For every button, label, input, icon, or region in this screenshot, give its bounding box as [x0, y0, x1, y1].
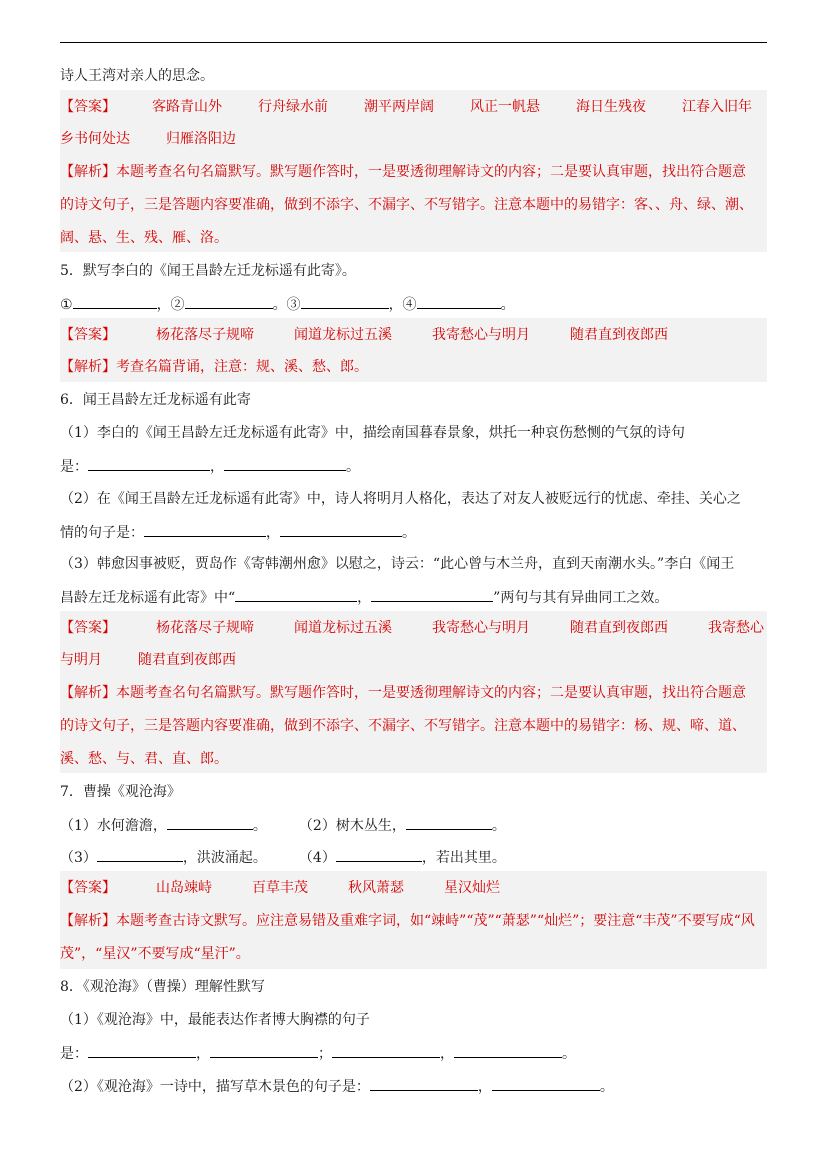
- answer-blank[interactable]: [88, 1043, 196, 1058]
- answer-blank[interactable]: [454, 1043, 562, 1058]
- analysis-tag: 【解析】: [60, 359, 116, 375]
- analysis-line: [60, 911, 767, 931]
- marker: ①: [60, 297, 73, 313]
- answer-line: [60, 97, 767, 117]
- answer-item: 随君直到夜郎西: [138, 652, 236, 668]
- analysis-text: 的诗文句子，三是答题内容要准确，做到不添字、不漏字、不写错字。注意本题中的易错字：杨、规、啼、道、: [60, 718, 746, 734]
- answer-item: 我寄愁心: [708, 620, 764, 636]
- analysis-text: 本题考查古诗文默写。应注意易错及重难字词，如“竦峙”“茂”“萧瑟”“灿烂”；要注意“丰茂”不要写成“风: [116, 913, 755, 929]
- answer-item: 星汉灿烂: [444, 880, 500, 896]
- separator: 。: [599, 1079, 614, 1095]
- question-7-row1: [60, 815, 767, 836]
- answer-line: [60, 325, 767, 345]
- separator: ，: [357, 590, 372, 606]
- answer-item: 闻道龙标过五溪: [294, 327, 392, 343]
- answer-blank[interactable]: [336, 847, 422, 862]
- answer-item: 客路青山外: [152, 99, 222, 115]
- analysis-tag: 【解析】: [60, 685, 116, 701]
- analysis-line: [60, 357, 767, 377]
- analysis-text: 本题考查名句名篇默写。默写题作答时，一是要透彻理解诗文的内容；二是要认真审题，找出符合题意: [116, 685, 746, 701]
- answer-tag: 【答案】: [60, 620, 116, 636]
- answer-blank[interactable]: [224, 456, 346, 471]
- answer-blank[interactable]: [210, 1043, 318, 1058]
- question-6-part2: （2）在《闻王昌龄左迁龙标遥有此寄》中，诗人将明月人格化，表达了对友人被贬远行的忧虑、牵挂、关心之: [60, 491, 741, 507]
- prefix: （1）水何澹澹，: [60, 818, 167, 834]
- answer-blank[interactable]: [371, 587, 493, 602]
- analysis-text: 溪、愁、与、君、直、郎。: [60, 751, 228, 767]
- answer-item: 山岛竦峙: [156, 880, 212, 896]
- question-6-part3-blanks: [60, 587, 767, 608]
- separator: 。③: [272, 297, 301, 313]
- answer-item: 江春入旧年: [682, 99, 752, 115]
- question-8-part1-blanks: [60, 1043, 767, 1064]
- answer-blank[interactable]: [492, 1076, 600, 1091]
- separator: ，: [196, 1046, 210, 1062]
- analysis-text: 本题考查名句名篇默写。默写题作答时，一是要透彻理解诗文的内容；二是要认真审题，找出符合题意: [116, 164, 746, 180]
- analysis-tag: 【解析】: [60, 164, 116, 180]
- answer-item: 百草丰茂: [252, 880, 308, 896]
- question-8-part1: （1）《观沧海》中，最能表达作者博大胸襟的句子: [60, 1012, 370, 1028]
- question-7-title: 7．曹操《观沧海》: [60, 784, 181, 800]
- question-6-part2-blanks: [60, 522, 767, 543]
- question-5-title: 5．默写李白的《闻王昌龄左迁龙标遥有此寄》。: [60, 263, 356, 279]
- prefix: 昌龄左迁龙标遥有此寄》中“: [60, 590, 236, 606]
- answer-blank[interactable]: [185, 294, 273, 309]
- question-6-title: 6．闻王昌龄左迁龙标遥有此寄: [60, 392, 251, 408]
- answer-tag: 【答案】: [60, 880, 116, 896]
- answer-blank[interactable]: [167, 815, 253, 830]
- answer-blank[interactable]: [332, 1043, 440, 1058]
- answer-blank[interactable]: [280, 522, 402, 537]
- answer-item: 乡书何处达: [60, 131, 130, 147]
- prefix: （2）树木丛生，: [298, 818, 406, 834]
- answer-item: 归雁洛阳边: [166, 131, 236, 147]
- answer-blank[interactable]: [417, 294, 501, 309]
- answer-item: 随君直到夜郎西: [570, 620, 668, 636]
- answer-item: 我寄愁心与明月: [432, 620, 530, 636]
- paragraph-intro: 诗人王湾对亲人的思念。: [60, 68, 214, 84]
- question-6-part1-blanks: [60, 456, 767, 477]
- suffix: ，若出其里。: [421, 850, 506, 866]
- analysis-text: 考查名篇背诵，注意：规、溪、愁、郎。: [116, 359, 368, 375]
- separator: 。: [562, 1046, 576, 1062]
- header-rule: [60, 42, 767, 43]
- analysis-text: 阔、悬、生、残、雁、洛。: [60, 230, 228, 246]
- answer-blank[interactable]: [406, 815, 492, 830]
- answer-item: 风正一帆悬: [470, 99, 540, 115]
- answer-item: 海日生残夜: [576, 99, 646, 115]
- answer-blank[interactable]: [88, 456, 210, 471]
- prefix: 是：: [60, 459, 88, 475]
- answer-item: 杨花落尽子规啼: [156, 620, 254, 636]
- separator: 。: [500, 297, 515, 313]
- answer-blank[interactable]: [144, 522, 266, 537]
- prefix: 是：: [60, 1046, 88, 1062]
- answer-item: 随君直到夜郎西: [570, 327, 668, 343]
- answer-item: 我寄愁心与明月: [432, 327, 530, 343]
- answer-blank[interactable]: [301, 294, 389, 309]
- answer-blank[interactable]: [370, 1076, 478, 1091]
- answer-blank[interactable]: [73, 294, 157, 309]
- separator: ，: [266, 525, 280, 541]
- separator: ，: [210, 459, 224, 475]
- answer-blank[interactable]: [97, 847, 183, 862]
- prefix: 情的句子是：: [60, 525, 144, 541]
- analysis-text: 茂”，“星汉”不要写成“星汗”。: [60, 946, 250, 962]
- question-6-part3: （3）韩愈因事被贬，贾岛作《寄韩潮州愈》以慰之，诗云：“此心曾与木兰舟，直到天南潮水头。”李白《闻王: [60, 556, 735, 572]
- question-7-row2: [60, 847, 767, 868]
- analysis-line: [60, 162, 767, 182]
- question-5-blanks: [60, 294, 767, 315]
- answer-tag: 【答案】: [60, 99, 116, 115]
- separator: ，②: [156, 297, 185, 313]
- prefix: （2）《观沧海》一诗中，描写草木景色的句子是：: [60, 1079, 370, 1095]
- separator: ；: [318, 1046, 332, 1062]
- suffix: ，洪波涌起。: [182, 850, 267, 866]
- answer-item: 杨花落尽子规啼: [156, 327, 254, 343]
- analysis-line: [60, 683, 767, 703]
- separator: 。: [252, 818, 267, 834]
- answer-line: [60, 878, 767, 898]
- separator: 。: [491, 818, 506, 834]
- answer-item: 秋风萧瑟: [348, 880, 404, 896]
- analysis-tag: 【解析】: [60, 913, 116, 929]
- answer-line: [60, 129, 767, 149]
- answer-item: 与明月: [60, 652, 102, 668]
- answer-line: [60, 650, 767, 670]
- suffix: ”两句与其有异曲同工之效。: [493, 590, 669, 606]
- answer-line: [60, 618, 767, 638]
- separator: 。: [402, 525, 416, 541]
- answer-blank[interactable]: [235, 587, 357, 602]
- question-8-part2: [60, 1076, 767, 1097]
- separator: 。: [346, 459, 360, 475]
- answer-item: 行舟绿水前: [258, 99, 328, 115]
- answer-item: 闻道龙标过五溪: [294, 620, 392, 636]
- separator: ，: [477, 1079, 492, 1095]
- separator: ，④: [388, 297, 417, 313]
- prefix: （3）: [60, 850, 97, 866]
- question-6-part1: （1）李白的《闻王昌龄左迁龙标遥有此寄》中，描绘南国暮春景象，烘托一种哀伤愁恻的气氛的诗句: [60, 425, 685, 441]
- answer-tag: 【答案】: [60, 327, 116, 343]
- analysis-text: 的诗文句子，三是答题内容要准确，做到不添字、不漏字、不写错字。注意本题中的易错字：客、、舟、绿、潮、: [60, 197, 753, 213]
- answer-item: 潮平两岸阔: [364, 99, 434, 115]
- prefix: （4）: [298, 850, 336, 866]
- question-8-title: 8．《观沧海》（曹操）理解性默写: [60, 979, 265, 995]
- separator: ，: [440, 1046, 454, 1062]
